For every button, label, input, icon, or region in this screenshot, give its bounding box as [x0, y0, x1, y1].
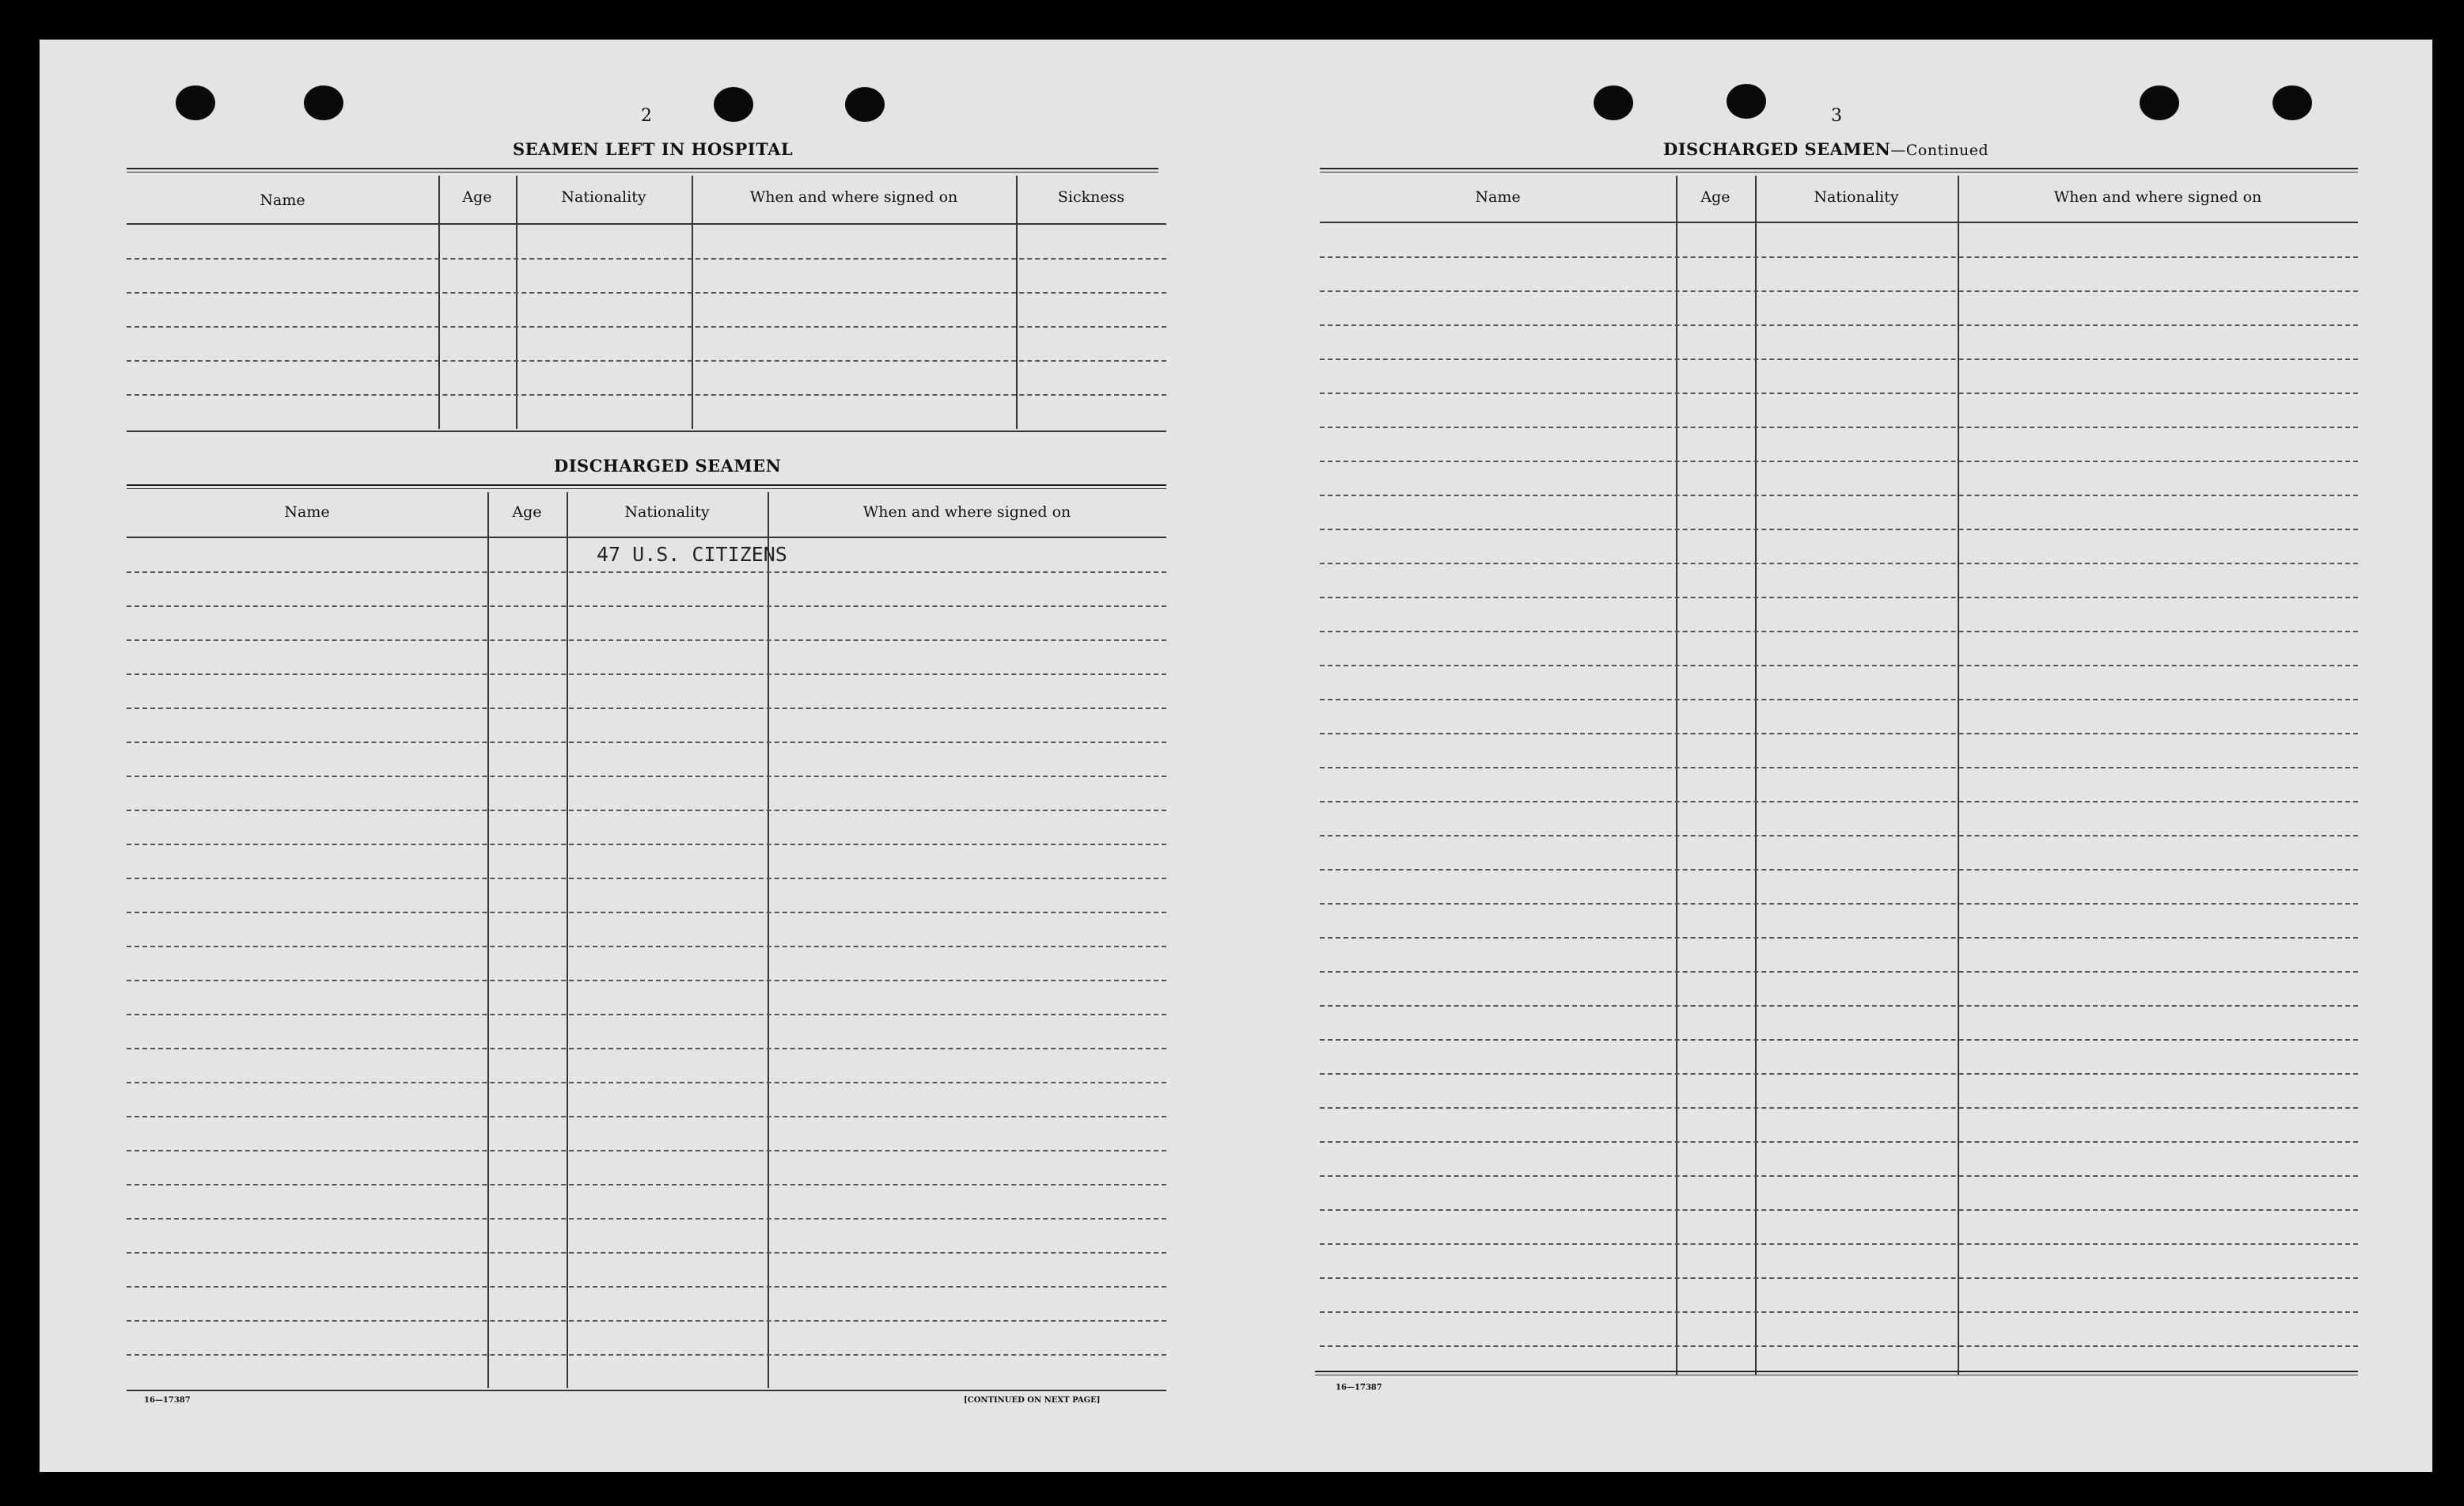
- ruled-line: [127, 326, 1166, 328]
- ruled-line: [1320, 495, 2358, 496]
- ruled-line: [127, 1116, 1166, 1117]
- punch-hole: [304, 85, 343, 120]
- column-divider: [567, 492, 568, 1388]
- ruled-line: [1320, 597, 2358, 598]
- discharged-header-rule: [127, 537, 1166, 538]
- ruled-line: [127, 912, 1166, 913]
- ruled-line: [1320, 1209, 2358, 1211]
- ruled-line: [127, 394, 1166, 396]
- ruled-line: [127, 1082, 1166, 1083]
- ruled-line: [1320, 665, 2358, 666]
- column-divider: [692, 176, 693, 429]
- ruled-line: [1320, 631, 2358, 632]
- column-divider: [768, 492, 769, 1388]
- ruled-line: [1320, 563, 2358, 564]
- ruled-line: [1320, 869, 2358, 871]
- ruled-line: [1320, 427, 2358, 428]
- ruled-line: [127, 639, 1166, 641]
- punch-hole: [714, 87, 753, 122]
- ruled-line: [127, 878, 1166, 879]
- hospital-col-age: Age: [462, 188, 492, 206]
- ruled-line: [1320, 324, 2358, 326]
- page-number-right: 3: [1831, 106, 1842, 126]
- ruled-line: [1320, 393, 2358, 394]
- typed-nationality-entry: 47 U.S. CITIZENS: [597, 543, 787, 566]
- ruled-line: [1320, 835, 2358, 836]
- discharged-section-title: DISCHARGED SEAMEN: [554, 456, 782, 476]
- ruled-line: [127, 258, 1166, 260]
- ruled-line: [1320, 971, 2358, 973]
- ruled-line: [127, 1048, 1166, 1049]
- ruled-line: [127, 1014, 1166, 1015]
- ruled-line: [1320, 733, 2358, 734]
- ruled-line: [127, 1354, 1166, 1356]
- ruled-line: [127, 292, 1166, 294]
- ruled-line: [127, 1150, 1166, 1151]
- ruled-line: [127, 605, 1166, 607]
- ruled-line: [127, 1252, 1166, 1254]
- punch-hole: [1727, 84, 1766, 119]
- page-number-left: 2: [641, 106, 652, 126]
- ruled-line: [1320, 1243, 2358, 1245]
- ruled-line: [127, 707, 1166, 709]
- continued-title-suffix: —Continued: [1890, 142, 1989, 159]
- ruled-line: [127, 1218, 1166, 1220]
- column-divider: [516, 176, 517, 429]
- ruled-line: [1320, 358, 2358, 360]
- ruled-line: [1320, 1175, 2358, 1177]
- ruled-line: [1320, 1277, 2358, 1279]
- column-divider: [1676, 176, 1677, 1375]
- hospital-col-nationality: Nationality: [561, 188, 646, 206]
- hospital-bottom-rule: [127, 431, 1166, 432]
- ruled-line: [127, 571, 1166, 573]
- hospital-header-rule: [127, 223, 1166, 225]
- ruled-line: [1320, 290, 2358, 292]
- ruled-line: [127, 1286, 1166, 1288]
- discharged-top-rule: [127, 484, 1166, 489]
- discharged-col-age: Age: [512, 503, 542, 521]
- punch-hole: [2273, 85, 2312, 120]
- ruled-line: [1320, 801, 2358, 802]
- hospital-section-title: SEAMEN LEFT IN HOSPITAL: [513, 139, 794, 159]
- ruled-line: [1320, 937, 2358, 939]
- ruled-line: [1320, 1345, 2358, 1347]
- column-divider: [1755, 176, 1757, 1375]
- document-paper: [40, 40, 2432, 1472]
- ruled-line: [1320, 1039, 2358, 1041]
- ruled-line: [127, 776, 1166, 777]
- continued-col-nationality: Nationality: [1814, 188, 1899, 206]
- ruled-line: [127, 742, 1166, 743]
- ruled-line: [1320, 1107, 2358, 1109]
- column-divider: [1016, 176, 1018, 429]
- ruled-line: [1320, 529, 2358, 530]
- hospital-col-sickness: Sickness: [1057, 188, 1125, 206]
- continued-top-rule: [1320, 168, 2358, 173]
- ruled-line: [127, 844, 1166, 845]
- continued-bottom-rule: [1315, 1371, 2358, 1375]
- column-divider: [438, 176, 440, 429]
- continued-section-title: [1663, 139, 1988, 159]
- ruled-line: [1320, 1311, 2358, 1313]
- continued-note: [CONTINUED ON NEXT PAGE]: [964, 1396, 1101, 1405]
- punch-hole: [176, 85, 215, 120]
- discharged-bottom-rule: [127, 1390, 1166, 1391]
- ruled-line: [1320, 903, 2358, 905]
- ruled-line: [1320, 461, 2358, 462]
- ruled-line: [127, 810, 1166, 811]
- hospital-col-name: Name: [260, 192, 305, 209]
- discharged-col-signed-on: When and where signed on: [862, 503, 1071, 521]
- punch-hole: [1594, 85, 1633, 120]
- ruled-line: [1320, 699, 2358, 700]
- ruled-line: [1320, 1073, 2358, 1075]
- column-divider: [487, 492, 489, 1388]
- ruled-line: [127, 673, 1166, 675]
- ruled-line: [127, 360, 1166, 362]
- ruled-line: [127, 946, 1166, 947]
- ruled-line: [127, 1320, 1166, 1322]
- punch-hole: [845, 87, 885, 122]
- continued-col-signed-on: When and where signed on: [2053, 188, 2262, 206]
- continued-header-rule: [1320, 222, 2358, 223]
- ruled-line: [1320, 256, 2358, 258]
- ruled-line: [1320, 767, 2358, 768]
- hospital-top-rule: [127, 168, 1158, 173]
- discharged-col-name: Name: [284, 503, 330, 521]
- continued-col-age: Age: [1700, 188, 1730, 206]
- ruled-line: [127, 1184, 1166, 1185]
- continued-title-main: DISCHARGED SEAMEN: [1663, 139, 1891, 159]
- punch-hole: [2140, 85, 2179, 120]
- form-code-left: 16—17387: [144, 1396, 191, 1405]
- continued-col-name: Name: [1475, 188, 1521, 206]
- hospital-col-signed-on: When and where signed on: [749, 188, 958, 206]
- ruled-line: [1320, 1141, 2358, 1143]
- ruled-line: [1320, 1005, 2358, 1007]
- form-code-right: 16—17387: [1336, 1383, 1382, 1392]
- discharged-col-nationality: Nationality: [624, 503, 710, 521]
- column-divider: [1958, 176, 1959, 1375]
- ruled-line: [127, 980, 1166, 981]
